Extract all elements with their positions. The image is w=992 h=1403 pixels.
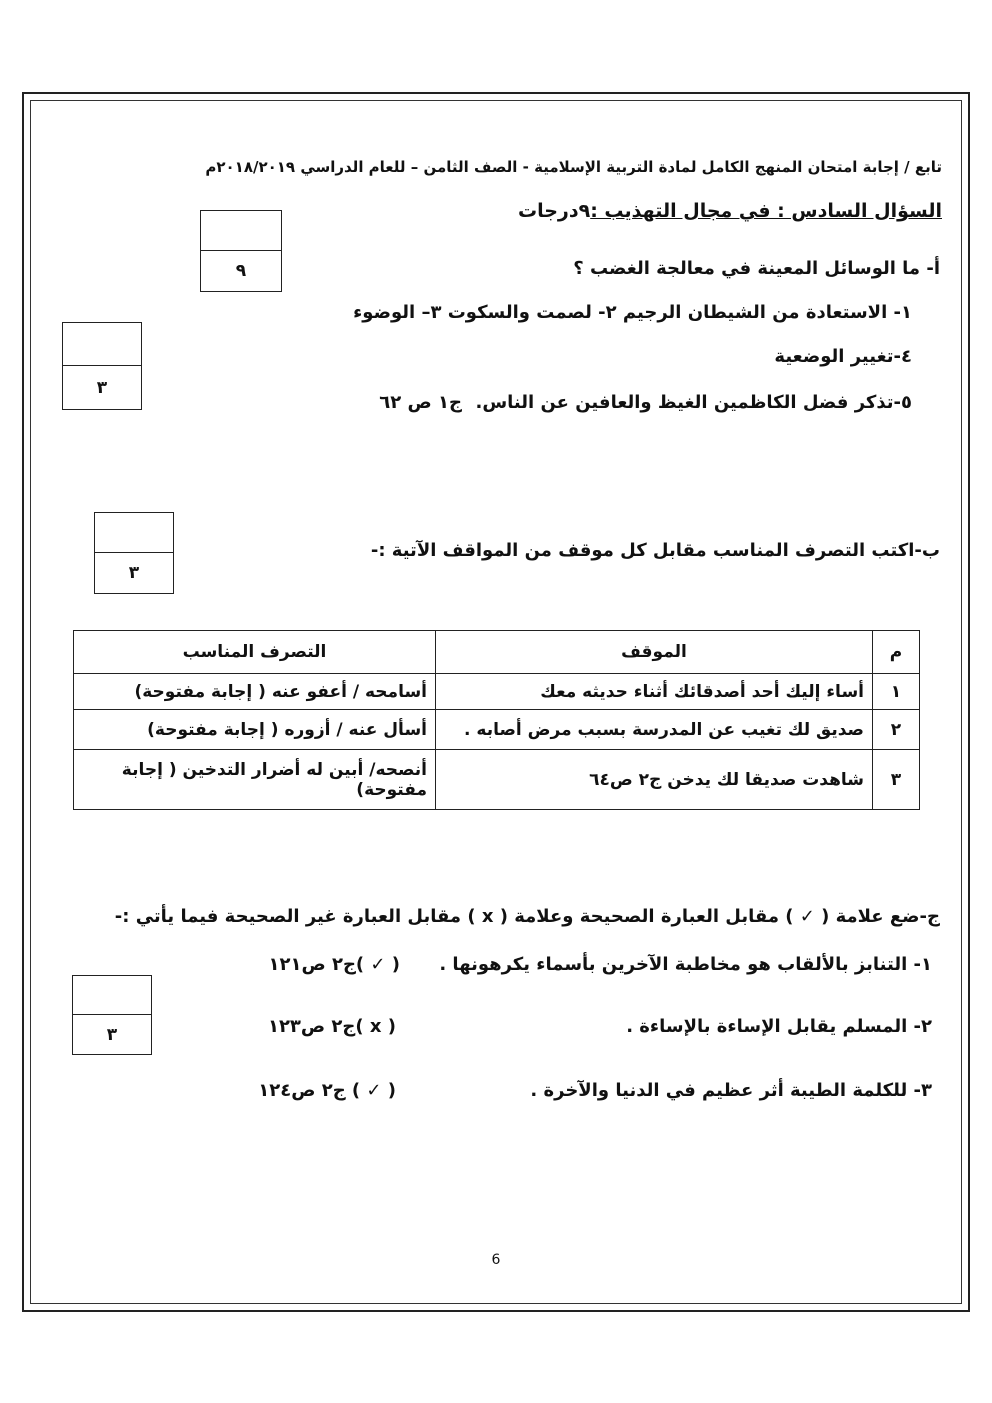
- total-score-box: [200, 210, 282, 292]
- table-row: [74, 750, 920, 810]
- part-a-score-box: [62, 322, 142, 410]
- row-situation: صديق لك تغيب عن المدرسة بسبب مرض أصابه .: [436, 710, 873, 750]
- question-title-prefix: السؤال السادس : في مجال التهذيب :: [590, 200, 942, 222]
- part-a-answer-2: ٤-تغيير الوضعية: [774, 346, 912, 367]
- part-c-answer-2: ( x )ج٢ ص١٢٣: [267, 1016, 396, 1037]
- question-title-marks: ٩درجات: [518, 200, 591, 222]
- row-action: أسأل عنه / أزوره ( إجابة مفتوحة): [74, 710, 436, 750]
- part-c-item-2: ٢- المسلم يقابل الإساءة بالإساءة .: [626, 1016, 932, 1037]
- exam-header: تابع / إجابة امتحان المنهج الكامل لمادة التربية الإسلامية - الصف الثامن – للعام الدراسي ٢٠١٨/٢٠١٩م: [205, 158, 942, 176]
- part-a-question: أ- ما الوسائل المعينة في معالجة الغضب ؟: [573, 258, 940, 279]
- part-c-score-box: [72, 975, 152, 1055]
- table-header-row: [74, 631, 920, 674]
- header-situation: الموقف: [436, 631, 873, 674]
- row-number: ١: [873, 674, 920, 710]
- row-action: أسامحه / أعفو عنه ( إجابة مفتوحة): [74, 674, 436, 710]
- part-b-score-value: ٣: [128, 563, 140, 583]
- part-b-score-box: [94, 512, 174, 594]
- question-title: [518, 200, 942, 222]
- row-number: ٣: [873, 750, 920, 810]
- part-c-score-value: ٣: [106, 1024, 118, 1045]
- row-action: أنصحه/ أبين له أضرار التدخين ( إجابة مفتوحة): [74, 750, 436, 810]
- part-c-question: ج-ضع علامة ( ✓ ) مقابل العبارة الصحيحة وعلامة ( x ) مقابل العبارة غير الصحيحة فيما يأتي :-: [114, 906, 940, 927]
- part-a-score-value: ٣: [96, 377, 108, 398]
- part-a-answer-1: ١- الاستعادة من الشيطان الرجيم ٢- لصمت والسكوت ٣– الوضوء: [353, 302, 912, 323]
- table-row: [74, 674, 920, 710]
- row-number: ٢: [873, 710, 920, 750]
- total-score-value: ٩: [235, 261, 247, 281]
- part-c-item-3: ٣- للكلمة الطيبة أثر عظيم في الدنيا والآخرة .: [530, 1080, 932, 1101]
- row-situation: شاهدت صديقا لك يدخن ج٢ ص٦٤: [436, 750, 873, 810]
- row-situation: أساء إليك أحد أصدقائك أثناء حديثه معك: [436, 674, 873, 710]
- header-number: م: [873, 631, 920, 674]
- table-row: [74, 710, 920, 750]
- page-number: 6: [491, 1252, 501, 1268]
- part-a-answer-3: ٥-تذكر فضل الكاظمين الغيظ والعافين عن الناس.: [475, 392, 912, 413]
- part-b-question: ب-اكتب التصرف المناسب مقابل كل موقف من المواقف الآتية :-: [370, 540, 940, 561]
- part-a-reference: ج١ ص ٦٢: [379, 392, 462, 413]
- part-c-answer-1: ( ✓ )ج٢ ص١٢١: [268, 954, 400, 975]
- situations-table: [73, 630, 920, 810]
- part-c-item-1: ١- التنابز بالألقاب هو مخاطبة الآخرين بأسماء يكرهونها .: [439, 954, 932, 975]
- header-action: التصرف المناسب: [74, 631, 436, 674]
- part-c-answer-3: ( ✓ ) ج٢ ص١٢٤: [258, 1080, 396, 1101]
